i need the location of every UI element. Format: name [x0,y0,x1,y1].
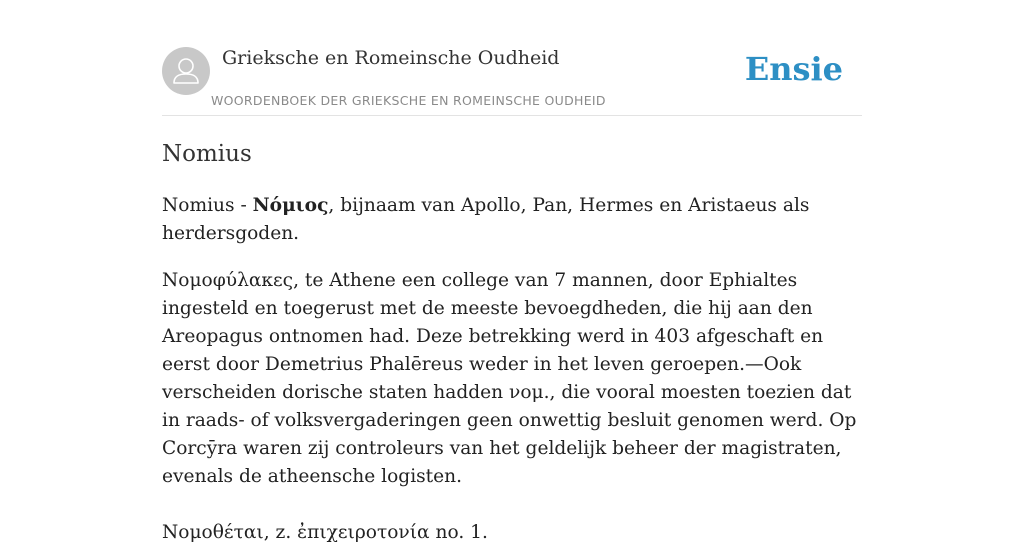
user-icon[interactable] [162,47,210,95]
page-title: Nomius [162,141,252,167]
entry-text: , bijnaam van Apollo, Pan, Hermes en Aristaeus als herdersgoden. [162,195,810,244]
site-header [162,46,862,116]
entry-paragraph-2: Νομοφύλακες, te Athene een college van 7 mannen, door Ephialtes ingesteld en toegerust met de meeste bevoegdheden, die hij aan den Areopagus ontnomen had. Deze betrekking werd in 403 afgeschaft en eerst door Demetrius Phalēreus weder in het leven geroepen.—Ook verscheiden dorische staten hadden νομ., die vooral moesten toezien dat in raads- of volksvergaderingen geen onwettig besluit genomen werd. Op Corcȳra waren zij controleurs van het geldelijk beheer der magistraten, evenals de atheensche logisten. [162,270,857,487]
site-subtitle: WOORDENBOEK DER GRIEKSCHE EN ROMEINSCHE OUDHEID [211,93,606,108]
ensie-logo[interactable]: Ensie [744,50,843,88]
article [162,138,862,547]
header-divider [162,115,862,116]
greek-term: Νόμιος [252,195,329,216]
entry-paragraph-3: Νομοθέται, z. ἐπιχειροτονία no. 1. [162,522,488,543]
site-title[interactable]: Grieksche en Romeinsche Oudheid [222,47,560,69]
entry-lead: Nomius - [162,195,253,216]
entry-paragraph-1 [162,192,862,248]
